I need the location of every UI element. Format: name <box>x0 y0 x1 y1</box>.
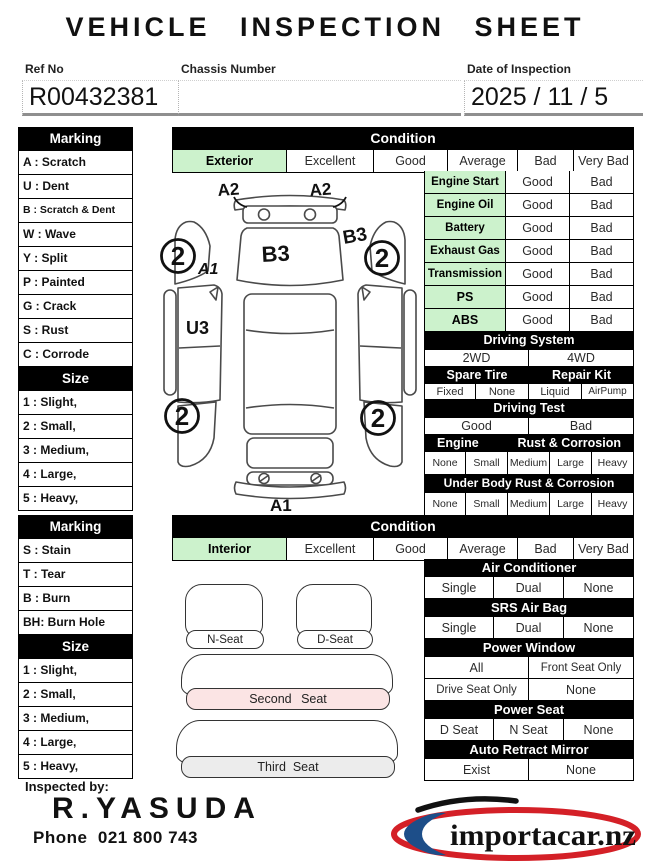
condition-header: Condition <box>172 515 634 538</box>
check-label: ABS <box>424 309 506 332</box>
tire-kit-option: AirPump <box>582 384 634 400</box>
marking-row: S : Rust <box>18 319 133 343</box>
date-label: Date of Inspection <box>467 62 572 76</box>
tire-kit-option: Liquid <box>529 384 582 400</box>
power-seat-header: Power Seat <box>424 701 634 719</box>
driving-system-option: 4WD <box>529 350 634 367</box>
condition-option: Very Bad <box>574 538 634 561</box>
engine-rust-option: Large <box>550 452 592 475</box>
engine-rust-header-right: Rust & Corrosion <box>517 436 621 450</box>
check-option: Bad <box>570 309 634 332</box>
interior-condition-table <box>172 515 634 561</box>
underbody-rust-option: None <box>424 493 466 516</box>
size-header: Size <box>18 367 133 391</box>
damage-mark-front-left: A2 <box>216 179 240 200</box>
srs-option: None <box>564 617 634 639</box>
power-seat-option: N Seat <box>494 719 564 741</box>
check-option: Bad <box>570 217 634 240</box>
check-option: Good <box>506 263 570 286</box>
interior-marking-table <box>18 515 133 779</box>
power-window-option: All <box>424 657 529 679</box>
check-label: Transmission <box>424 263 506 286</box>
size-row: 3 : Medium, <box>18 707 133 731</box>
condition-option: Very Bad <box>574 150 634 173</box>
exterior-marking-table <box>18 127 133 511</box>
driving-system-option: 2WD <box>424 350 529 367</box>
condition-option: Excellent <box>287 538 374 561</box>
exterior-condition-table <box>172 127 634 173</box>
underbody-rust-option: Small <box>466 493 508 516</box>
srs-airbag-header: SRS Air Bag <box>424 599 634 617</box>
check-label: Engine Start <box>424 171 506 194</box>
size-row: 4 : Large, <box>18 731 133 755</box>
power-seat-option: D Seat <box>424 719 494 741</box>
underbody-rust-header: Under Body Rust & Corrosion <box>424 475 634 493</box>
inspector-signature: R.YASUDA <box>52 792 262 818</box>
condition-option: Average <box>448 538 518 561</box>
marking-row: B : Burn <box>18 587 133 611</box>
chassis-value <box>178 80 461 116</box>
size-row: 5 : Heavy, <box>18 755 133 779</box>
engine-rust-option: Small <box>466 452 508 475</box>
check-label: PS <box>424 286 506 309</box>
inspected-by-label: Inspected by: <box>25 779 109 794</box>
chassis-label: Chassis Number <box>181 62 276 76</box>
power-seat-option: None <box>564 719 634 741</box>
marking-row: G : Crack <box>18 295 133 319</box>
third-seat-label: Third Seat <box>181 756 395 778</box>
power-window-option: Drive Seat Only <box>424 679 529 701</box>
check-option: Good <box>506 240 570 263</box>
marking-header: Marking <box>18 515 133 539</box>
tire-kit-option: Fixed <box>424 384 476 400</box>
size-row: 1 : Slight, <box>18 391 133 415</box>
driving-test-option: Bad <box>529 418 634 435</box>
condition-option: Good <box>374 538 448 561</box>
interior-row-label: Interior <box>172 538 287 561</box>
damage-mark-right-side: B3 <box>341 224 369 249</box>
marking-header: Marking <box>18 127 133 151</box>
condition-option: Excellent <box>287 150 374 173</box>
check-option: Bad <box>570 194 634 217</box>
engine-rust-option: None <box>424 452 466 475</box>
power-window-header: Power Window <box>424 639 634 657</box>
check-option: Good <box>506 171 570 194</box>
condition-option: Average <box>448 150 518 173</box>
exterior-row-label: Exterior <box>172 150 287 173</box>
marking-row: T : Tear <box>18 563 133 587</box>
underbody-rust-option: Large <box>550 493 592 516</box>
marking-row: A : Scratch <box>18 151 133 175</box>
mirror-option: Exist <box>424 759 529 781</box>
engine-rust-option: Heavy <box>592 452 634 475</box>
condition-option: Good <box>374 150 448 173</box>
power-window-option: None <box>529 679 634 701</box>
check-option: Good <box>506 217 570 240</box>
marking-row: U : Dent <box>18 175 133 199</box>
check-option: Good <box>506 309 570 332</box>
damage-mark-left-door: U3 <box>186 318 210 338</box>
second-seat-label: Second Seat <box>186 688 390 710</box>
date-value: 2025 / 11 / 5 <box>464 80 643 116</box>
srs-option: Single <box>424 617 494 639</box>
driving-system-header: Driving System <box>424 332 634 350</box>
driving-test-header: Driving Test <box>424 400 634 418</box>
auto-retract-mirror-header: Auto Retract Mirror <box>424 741 634 759</box>
tire-kit-option: None <box>476 384 529 400</box>
mechanical-checks <box>424 171 634 516</box>
interior-equipment <box>424 559 634 781</box>
aircon-option: Single <box>424 577 494 599</box>
check-label: Exhaust Gas <box>424 240 506 263</box>
marking-row: P : Painted <box>18 271 133 295</box>
engine-rust-header <box>424 435 634 452</box>
marking-row: C : Corrode <box>18 343 133 367</box>
condition-option: Bad <box>518 538 574 561</box>
damage-mark-rear: A1 <box>270 496 292 515</box>
size-row: 1 : Slight, <box>18 659 133 683</box>
marking-row: W : Wave <box>18 223 133 247</box>
phone-number: Phone 021 800 743 <box>33 828 198 847</box>
check-label: Battery <box>424 217 506 240</box>
size-header: Size <box>18 635 133 659</box>
marking-row: Y : Split <box>18 247 133 271</box>
logo-text: importacar.nz <box>450 819 636 852</box>
check-option: Good <box>506 194 570 217</box>
spare-tire-header: Spare Tire <box>424 367 529 384</box>
wheel-mark: 2 <box>370 403 386 433</box>
repair-kit-header: Repair Kit <box>529 367 634 384</box>
damage-mark-front-right: A2 <box>308 179 332 200</box>
wheel-mark: 2 <box>374 243 390 273</box>
mirror-option: None <box>529 759 634 781</box>
marking-row: B : Scratch & Dent <box>18 199 133 223</box>
driving-test-option: Good <box>424 418 529 435</box>
check-option: Bad <box>570 263 634 286</box>
engine-rust-header-left: Engine <box>437 436 479 450</box>
underbody-rust-option: Heavy <box>592 493 634 516</box>
importacar-logo <box>388 792 644 862</box>
aircon-option: Dual <box>494 577 564 599</box>
ref-no-label: Ref No <box>25 62 64 76</box>
condition-option: Bad <box>518 150 574 173</box>
size-row: 4 : Large, <box>18 463 133 487</box>
page-title: VEHICLE INSPECTION SHEET <box>65 12 585 42</box>
damage-mark-left-front: A1 <box>198 261 219 278</box>
ref-no-value: R00432381 <box>22 80 215 116</box>
size-row: 2 : Small, <box>18 683 133 707</box>
check-option: Good <box>506 286 570 309</box>
size-row: 3 : Medium, <box>18 439 133 463</box>
power-window-option: Front Seat Only <box>529 657 634 679</box>
check-option: Bad <box>570 286 634 309</box>
wheel-mark: 2 <box>170 241 186 271</box>
d-seat-label: D-Seat <box>297 630 373 649</box>
air-conditioner-header: Air Conditioner <box>424 559 634 577</box>
engine-rust-option: Medium <box>508 452 550 475</box>
wheel-mark: 2 <box>174 401 190 431</box>
aircon-option: None <box>564 577 634 599</box>
marking-row: S : Stain <box>18 539 133 563</box>
condition-header: Condition <box>172 127 634 150</box>
underbody-rust-option: Medium <box>508 493 550 516</box>
size-row: 2 : Small, <box>18 415 133 439</box>
size-row: 5 : Heavy, <box>18 487 133 511</box>
srs-option: Dual <box>494 617 564 639</box>
car-diagram <box>150 170 430 515</box>
damage-mark-hood: B3 <box>260 240 291 267</box>
check-option: Bad <box>570 171 634 194</box>
check-option: Bad <box>570 240 634 263</box>
marking-row: BH: Burn Hole <box>18 611 133 635</box>
check-label: Engine Oil <box>424 194 506 217</box>
n-seat-label: N-Seat <box>186 630 264 649</box>
